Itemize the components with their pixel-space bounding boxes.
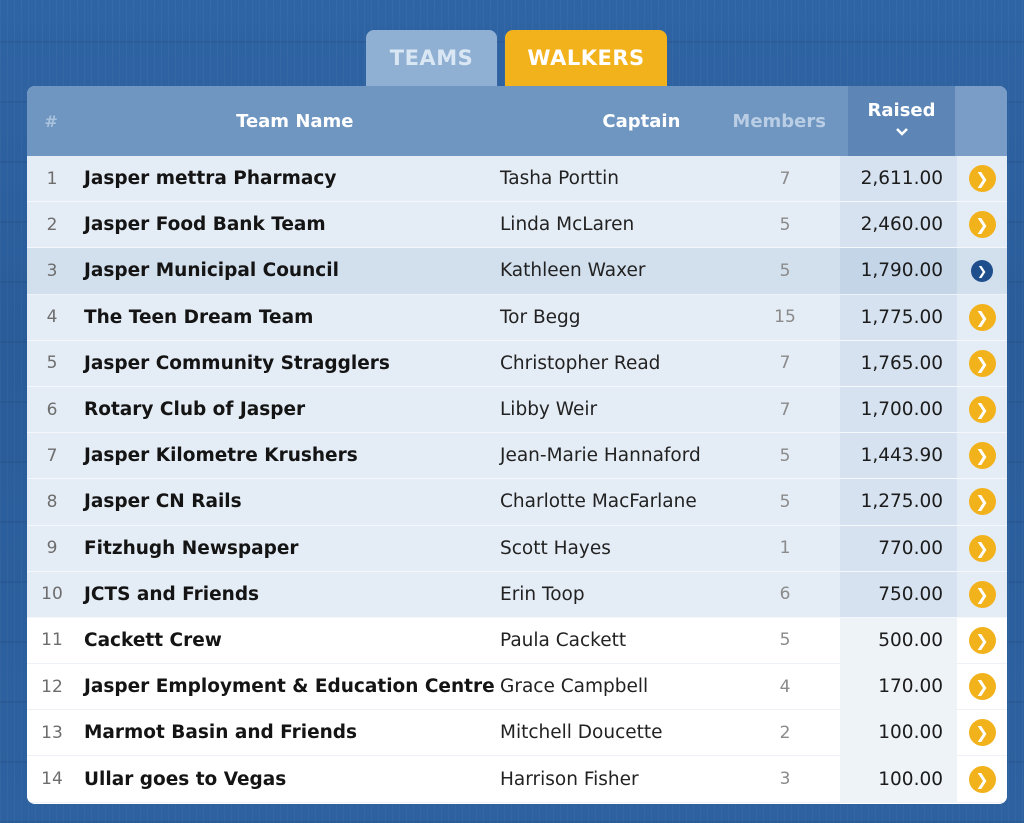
table-row[interactable] bbox=[27, 618, 1007, 664]
raised-header[interactable] bbox=[848, 86, 955, 156]
action-header bbox=[955, 86, 1007, 156]
row-captain: Kathleen Waxer bbox=[500, 260, 646, 282]
row-team-name: Jasper Employment & Education Centre bbox=[84, 676, 495, 698]
row-rank: 8 bbox=[46, 491, 58, 512]
row-rank: 11 bbox=[41, 630, 63, 651]
raised-header-label: Raised bbox=[867, 99, 936, 121]
row-rank: 14 bbox=[41, 769, 63, 790]
table-row[interactable] bbox=[27, 248, 1007, 294]
team-name-header[interactable]: Team Name bbox=[236, 110, 354, 132]
row-raised: 100.00 bbox=[840, 710, 957, 755]
leaderboard-tabs bbox=[366, 30, 667, 86]
row-team-name: Marmot Basin and Friends bbox=[84, 722, 358, 744]
row-raised: 100.00 bbox=[840, 756, 957, 801]
row-team-name: The Teen Dream Team bbox=[84, 306, 314, 328]
chevron-right-icon[interactable]: ❯ bbox=[969, 165, 996, 192]
rank-header: # bbox=[44, 111, 58, 131]
row-team-name: Fitzhugh Newspaper bbox=[84, 537, 299, 559]
row-rank: 7 bbox=[46, 445, 58, 466]
row-rank: 4 bbox=[46, 307, 58, 328]
row-rank: 9 bbox=[46, 538, 58, 559]
table-row[interactable] bbox=[27, 756, 1007, 802]
row-members: 5 bbox=[779, 445, 791, 466]
chevron-down-icon bbox=[896, 123, 908, 141]
chevron-right-icon[interactable]: ❯ bbox=[969, 350, 996, 377]
row-raised: 1,275.00 bbox=[840, 479, 957, 524]
row-captain: Christopher Read bbox=[500, 352, 661, 374]
row-captain: Tor Begg bbox=[500, 306, 581, 328]
row-members: 5 bbox=[779, 260, 791, 281]
row-raised: 770.00 bbox=[840, 526, 957, 571]
row-captain: Grace Campbell bbox=[500, 676, 649, 698]
row-raised: 1,765.00 bbox=[840, 341, 957, 386]
row-rank: 2 bbox=[46, 214, 58, 235]
leaderboard-table bbox=[27, 86, 1007, 804]
row-raised: 1,775.00 bbox=[840, 295, 957, 340]
row-raised: 2,611.00 bbox=[840, 156, 957, 201]
row-raised: 2,460.00 bbox=[840, 202, 957, 247]
row-members: 5 bbox=[779, 491, 791, 512]
table-row[interactable] bbox=[27, 664, 1007, 710]
row-team-name: Jasper Food Bank Team bbox=[84, 214, 326, 236]
chevron-right-icon[interactable]: ❯ bbox=[969, 396, 996, 423]
table-row[interactable] bbox=[27, 572, 1007, 618]
table-row[interactable] bbox=[27, 295, 1007, 341]
chevron-right-icon[interactable]: ❯ bbox=[969, 673, 996, 700]
row-raised: 1,443.90 bbox=[840, 433, 957, 478]
row-team-name: JCTS and Friends bbox=[84, 583, 260, 605]
chevron-right-icon[interactable]: ❯ bbox=[969, 766, 996, 793]
row-members: 7 bbox=[779, 168, 791, 189]
row-raised: 170.00 bbox=[840, 664, 957, 709]
row-team-name: Rotary Club of Jasper bbox=[84, 399, 306, 421]
table-row[interactable] bbox=[27, 156, 1007, 202]
chevron-right-icon[interactable]: ❯ bbox=[969, 627, 996, 654]
row-members: 15 bbox=[774, 307, 796, 328]
row-rank: 3 bbox=[46, 260, 58, 281]
table-row[interactable] bbox=[27, 387, 1007, 433]
row-raised: 750.00 bbox=[840, 572, 957, 617]
row-raised: 500.00 bbox=[840, 618, 957, 663]
row-members: 2 bbox=[779, 722, 791, 743]
row-captain: Harrison Fisher bbox=[500, 768, 639, 790]
row-rank: 1 bbox=[46, 168, 58, 189]
chevron-right-icon[interactable]: ❯ bbox=[969, 211, 996, 238]
table-row[interactable] bbox=[27, 526, 1007, 572]
row-rank: 6 bbox=[46, 399, 58, 420]
table-row[interactable] bbox=[27, 202, 1007, 248]
row-captain: Mitchell Doucette bbox=[500, 722, 663, 744]
tab-walkers[interactable]: WALKERS bbox=[505, 30, 667, 86]
row-raised: 1,700.00 bbox=[840, 387, 957, 432]
chevron-right-icon[interactable]: ❯ bbox=[969, 304, 996, 331]
row-members: 5 bbox=[779, 630, 791, 651]
row-team-name: Cackett Crew bbox=[84, 629, 222, 651]
row-rank: 10 bbox=[41, 584, 63, 605]
chevron-right-icon[interactable]: ❯ bbox=[969, 719, 996, 746]
row-captain: Paula Cackett bbox=[500, 629, 627, 651]
row-team-name: Jasper Kilometre Krushers bbox=[84, 445, 358, 467]
table-row[interactable] bbox=[27, 710, 1007, 756]
row-rank: 12 bbox=[41, 676, 63, 697]
row-rank: 5 bbox=[46, 353, 58, 374]
row-captain: Jean-Marie Hannaford bbox=[500, 445, 701, 467]
chevron-right-icon[interactable]: ❯ bbox=[969, 535, 996, 562]
chevron-right-icon[interactable]: ❯ bbox=[969, 488, 996, 515]
table-header bbox=[27, 86, 1007, 156]
row-captain: Libby Weir bbox=[500, 399, 598, 421]
row-members: 4 bbox=[779, 676, 791, 697]
row-members: 1 bbox=[779, 538, 791, 559]
row-team-name: Jasper mettra Pharmacy bbox=[84, 168, 337, 190]
row-members: 7 bbox=[779, 353, 791, 374]
row-team-name: Ullar goes to Vegas bbox=[84, 768, 287, 790]
chevron-right-icon[interactable]: ❯ bbox=[969, 581, 996, 608]
row-team-name: Jasper CN Rails bbox=[84, 491, 242, 513]
row-rank: 13 bbox=[41, 722, 63, 743]
row-team-name: Jasper Municipal Council bbox=[84, 260, 339, 282]
tab-teams[interactable]: TEAMS bbox=[366, 30, 497, 86]
row-captain: Charlotte MacFarlane bbox=[500, 491, 697, 513]
row-members: 3 bbox=[779, 769, 791, 790]
row-captain: Erin Toop bbox=[500, 583, 585, 605]
table-body bbox=[27, 156, 1007, 803]
chevron-right-icon[interactable]: ❯ bbox=[971, 260, 993, 282]
row-captain: Linda McLaren bbox=[500, 214, 635, 236]
row-captain: Scott Hayes bbox=[500, 537, 611, 559]
row-members: 5 bbox=[779, 214, 791, 235]
table-row[interactable] bbox=[27, 433, 1007, 479]
members-header[interactable]: Members bbox=[732, 110, 826, 132]
row-members: 6 bbox=[779, 584, 791, 605]
row-raised: 1,790.00 bbox=[840, 248, 957, 293]
row-captain: Tasha Porttin bbox=[500, 168, 619, 190]
row-team-name: Jasper Community Stragglers bbox=[84, 352, 390, 374]
captain-header[interactable]: Captain bbox=[602, 110, 681, 132]
table-row[interactable] bbox=[27, 479, 1007, 525]
chevron-right-icon[interactable]: ❯ bbox=[969, 442, 996, 469]
row-members: 7 bbox=[779, 399, 791, 420]
table-row[interactable] bbox=[27, 341, 1007, 387]
